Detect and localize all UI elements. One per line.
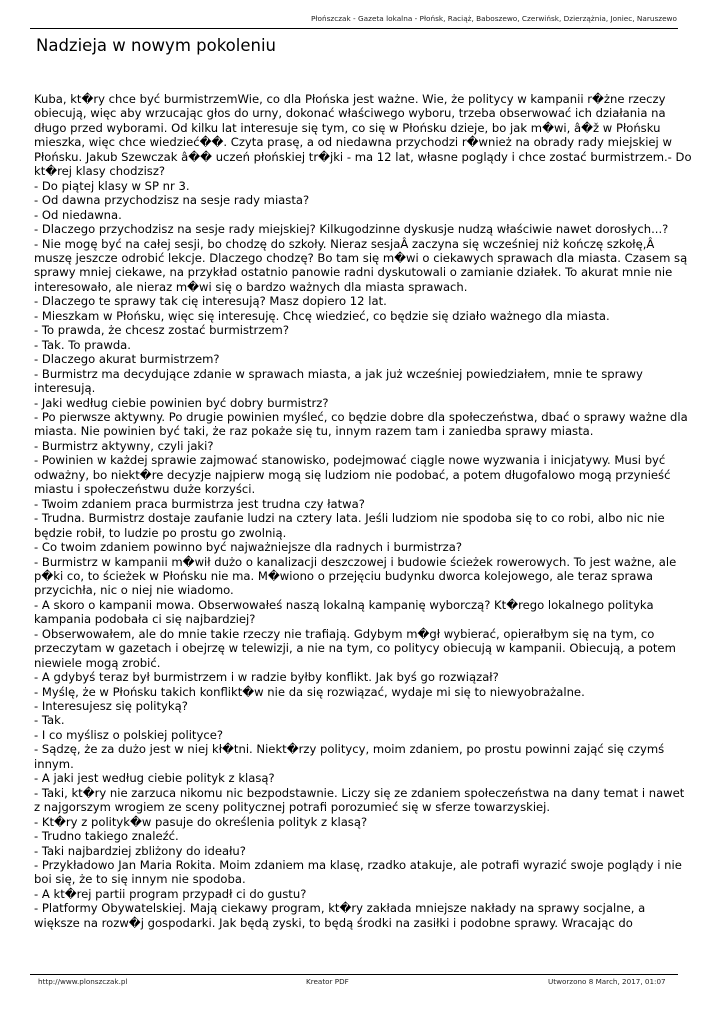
article-paragraph: - Do piątej klasy w SP nr 3. [34, 178, 190, 193]
footer-url: http://www.plonszczak.pl [38, 977, 128, 986]
article-paragraph: Kuba, kt�ry chce być burmistrzemWie, co dla Płońska jest ważne. Wie, że politycy w kampanii r�żne rzeczy obiecują, więc aby wrzucając głos do urny, dokonać właściwego wyboru, trzeba obserwować ich działania na długo przed wyborami. Od kilku lat interesuje się tym, co się w Płońsku dzieje, bo jak m�wi, â�ž w Płońsku mieszka, więc chce wiedzieć��. Czyta prasę, a od niedawna przychodzi r�wnież na obrady rady miejskiej w Płońsku. Jakub Szewczak â�� uczeń płońskiej tr�jki - ma 12 lat, własne poglądy i chce zostać burmistrzem.- Do kt�rej klasy chodzisz? [34, 92, 692, 179]
footer-created: Utworzono 8 March, 2017, 01:07 [548, 977, 666, 986]
article-paragraph: - I co myślisz o polskiej polityce? [34, 727, 224, 742]
article-paragraph: - A skoro o kampanii mowa. Obserwowałeś naszą lokalną kampanię wyborczą? Kt�rego lokalnego polityka kampania podobała ci się najbardziej? [34, 597, 654, 627]
article-paragraph: - Po pierwsze aktywny. Po drugie powinien myśleć, co będzie dobre dla społeczeństwa, dbać o sprawy ważne dla miasta. Nie powinien być taki, że raz pokaże się tu, innym razem tam i zaniedba sprawy miasta. [34, 409, 688, 439]
article-paragraph: - A kt�rej partii program przypadł ci do gustu? [34, 886, 307, 901]
header-divider [30, 28, 678, 29]
article-paragraph: - Twoim zdaniem praca burmistrza jest trudna czy łatwa? [34, 496, 365, 511]
article-paragraph: - Co twoim zdaniem powinno być najważniejsze dla radnych i burmistrza? [34, 540, 463, 555]
article-paragraph: - Burmistrz aktywny, czyli jaki? [34, 438, 214, 453]
article-body [34, 92, 694, 968]
article-paragraph: - Dlaczego te sprawy tak cię interesują? Masz dopiero 12 lat. [34, 294, 387, 309]
article-paragraph: - To prawda, że chcesz zostać burmistrzem? [34, 323, 289, 338]
article-paragraph: - Myślę, że w Płońsku takich konflikt�w nie da się rozwiązać, wydaje mi się to niewyobrażalne. [34, 684, 585, 699]
article-paragraph: - Dlaczego przychodzisz na sesje rady miejskiej? Kilkugodzinne dyskusje nudzą właściwie nawet dorosłych...? [34, 222, 669, 237]
article-paragraph: - Od dawna przychodzisz na sesje rady miasta? [34, 193, 310, 208]
footer-divider [30, 974, 678, 975]
article-paragraph: - Tak. [34, 713, 65, 728]
article-paragraph: - Platformy Obywatelskiej. Mają ciekawy program, kt�ry zakłada mniejsze nakłady na sprawy socjalne, a większe na rozw�j gospodarki. Jak będą zyski, to będą środki na zasiłki i podobne sprawy. Wracając do [34, 901, 646, 930]
article-paragraph: - Jaki według ciebie powinien być dobry burmistrz? [34, 395, 329, 410]
footer-generator: Kreator PDF [306, 977, 349, 986]
article-paragraph: - Interesujesz się polityką? [34, 699, 188, 714]
article-paragraph: - Dlaczego akurat burmistrzem? [34, 352, 220, 367]
article-paragraph: - Przykładowo Jan Maria Rokita. Moim zdaniem ma klasę, rzadko atakuje, ale potrafi wyrazić swoje poglądy i nie boi się, że to się innym nie spodoba. [34, 858, 682, 887]
article-paragraph: - Kt�ry z polityk�w pasuje do określenia polityk z klasą? [34, 814, 368, 829]
article-paragraph: - Mieszkam w Płońsku, więc się interesuję. Chcę wiedzieć, co będzie się działo ważnego dla miasta. [34, 308, 610, 323]
article-paragraph: - Tak. To prawda. [34, 337, 131, 352]
article-paragraph: - Trudna. Burmistrz dostaje zaufanie ludzi na cztery lata. Jeśli ludziom nie spodoba się to co robi, albo nic nie będzie robił, to ludzie po prostu go zwolnią. [34, 511, 665, 540]
article-paragraph: - Powinien w każdej sprawie zajmować stanowisko, podejmować ciągle nowe wyzwania i inicjatywy. Musi być odważny, bo niekt�re decyzje najpierw mogą się ludziom nie podobać, a potem długofalowo mogą przynieść miastu i społeczeństwu duże korzyści. [34, 453, 671, 497]
site-header: Płońszczak - Gazeta lokalna - Płońsk, Raciąż, Baboszewo, Czerwińsk, Dzierzążnia, Joniec, Naruszewo [311, 14, 677, 23]
article-paragraph: - Od niedawna. [34, 207, 122, 222]
article-paragraph: - Nie mogę być na całej sesji, bo chodzę do szkoły. Nieraz sesjaÂ zaczyna się wcześniej niż kończę szkołę,Â muszę jeszcze odrobić lekcje. Dlaczego chodzę? Bo tam się m�wi o ciekawych sprawach dla miasta. Czasem są sprawy mniej ciekawe, na przykład ostatnio panowie radni dyskutowali o zamianie działek. To akurat mnie nie interesowało, ale nieraz m�wi się o bardzo ważnych dla miasta sprawach. [34, 236, 688, 294]
article-paragraph: - Burmistrz ma decydujące zdanie w sprawach miasta, a jak już wcześniej powiedziałem, mnie te sprawy interesują. [34, 366, 643, 396]
article-paragraph: - A jaki jest według ciebie polityk z klasą? [34, 771, 275, 786]
article-paragraph: - Sądzę, że za dużo jest w niej kł�tni. Niekt�rzy politycy, moim zdaniem, po prostu powinni zająć się czymś innym. [34, 742, 665, 771]
article-paragraph: - Burmistrz w kampanii m�wił dużo o kanalizacji deszczowej i budowie ścieżek rowerowych. To jest ważne, ale p�ki co, to ścieżek w Płońsku nie ma. M�wiono o przejęciu budynku dworca kolejowego, ale teraz sprawa przycichła, nic o niej nie wiadomo. [34, 554, 677, 598]
article-title: Nadzieja w nowym pokoleniu [36, 36, 276, 55]
article-paragraph: - Trudno takiego znaleźć. [34, 829, 179, 844]
article-paragraph: - A gdybyś teraz był burmistrzem i w radzie byłby konflikt. Jak byś go rozwiązał? [34, 670, 499, 685]
article-paragraph: - Taki, kt�ry nie zarzuca nikomu nic bezpodstawnie. Liczy się ze zdaniem społeczeństwa na dany temat i nawet z najgorszym wrogiem ze sceny politycznej potrafi porozumieć się w sferze towarzyskiej. [34, 785, 685, 815]
article-paragraph: - Taki najbardziej zbliżony do ideału? [34, 843, 246, 858]
article-paragraph: - Obserwowałem, ale do mnie takie rzeczy nie trafiają. Gdybym m�gł wybierać, opierałbym się na tym, co przeczytam w gazetach i obejrzę w telewizji, a nie na tym, co politycy obiecują w kampanii. Obiecują, a potem niewiele mogą zrobić. [34, 626, 676, 670]
